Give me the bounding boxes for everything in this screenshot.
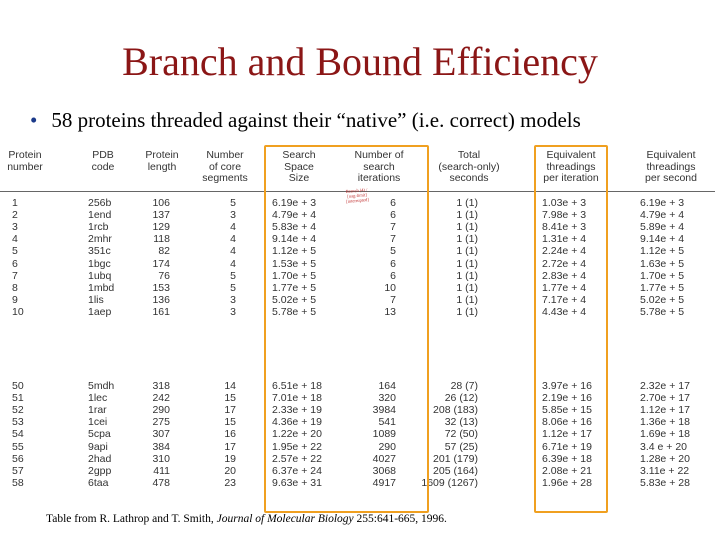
- table-cell: 174: [152, 257, 170, 270]
- header-line: Equivalent: [646, 149, 696, 161]
- table-cell: 7: [12, 269, 18, 282]
- table-cell: 52: [12, 404, 24, 417]
- table-cell: 4: [230, 233, 236, 246]
- header-line: Total: [457, 149, 481, 161]
- table-cell: 4.79e + 4: [640, 209, 685, 222]
- table-cell: 164: [378, 380, 396, 392]
- caption-journal: Journal of Molecular Biology: [216, 513, 354, 525]
- table-cell: 1.96e + 28: [542, 476, 592, 489]
- table-cell: 3068: [372, 464, 396, 477]
- table-cell: 1lec: [88, 392, 108, 405]
- table-cell: 3.11e + 22: [640, 464, 690, 477]
- table-cell: 2.33e + 19: [272, 404, 322, 417]
- table-cell: 2.83e + 4: [542, 269, 587, 282]
- table-cell: 205 (164): [433, 464, 478, 477]
- header-line: Size: [288, 172, 310, 184]
- table-cell: 26 (12): [444, 392, 478, 405]
- table-cell: 2had: [88, 452, 112, 465]
- table-cell: 1.12e + 5: [640, 245, 685, 258]
- table-cell: 1.03e + 3: [542, 197, 587, 209]
- table-cell: 2.32e + 17: [640, 380, 690, 392]
- table-cell: 137: [152, 209, 170, 222]
- table-cell: 6: [390, 209, 396, 222]
- table-cell: 106: [152, 197, 170, 209]
- table-cell: 3.97e + 16: [542, 380, 592, 392]
- header-col-7: [428, 150, 510, 185]
- table-cell: 54: [12, 428, 24, 441]
- table-caption: [46, 513, 447, 525]
- table-cell: 1ubq: [88, 269, 112, 282]
- table-cell: 1.12e + 17: [640, 404, 690, 417]
- table-cell: 23: [224, 476, 236, 489]
- table-cell: 3984: [372, 404, 396, 417]
- table-cell: 4: [230, 257, 236, 270]
- table-cell: 6.19e + 3: [272, 197, 317, 209]
- header-line: Number of: [354, 149, 404, 161]
- table-cell: 8.41e + 3: [542, 221, 587, 234]
- header-line: code: [91, 160, 115, 173]
- table-cell: 4.36e + 19: [272, 416, 322, 429]
- bullet-dot-icon: •: [30, 108, 38, 132]
- table-cell: 4: [230, 221, 236, 234]
- table-cell: 5.83e + 4: [272, 221, 317, 234]
- table-cell: 13: [384, 305, 396, 318]
- table-cell: 7: [390, 233, 396, 246]
- table-stamp: Branch (4) / [nag-limit] [interrupted]: [345, 187, 369, 204]
- table-cell: 82: [158, 245, 170, 258]
- table-cell: 129: [152, 221, 170, 234]
- table-cell: 9: [12, 293, 18, 306]
- table-cell: 2.24e + 4: [542, 245, 587, 258]
- table-cell: 5.85e + 15: [542, 404, 592, 417]
- table-cell: 201 (179): [433, 452, 478, 465]
- table-cell: 5: [390, 245, 396, 258]
- table-cell: 1.22e + 20: [272, 428, 322, 441]
- table-cell: 1609 (1267): [421, 476, 478, 489]
- table-cell: 1.69e + 18: [640, 428, 690, 441]
- table-cell: 384: [152, 440, 170, 453]
- table-cell: 1 (1): [456, 269, 478, 282]
- table-cell: 5.02e + 5: [640, 293, 685, 306]
- table-cell: 32 (13): [444, 416, 478, 429]
- table-cell: 6: [390, 197, 396, 209]
- table-cell: 6.71e + 19: [542, 440, 592, 453]
- table-cell: 15: [224, 416, 236, 429]
- table-cell: 55: [12, 440, 24, 453]
- table-cell: 9.63e + 31: [272, 476, 322, 489]
- table-cell: 16: [224, 428, 236, 441]
- header-line: Protein: [145, 149, 179, 161]
- table-cell: 478: [152, 476, 170, 489]
- table-cell: 318: [152, 380, 170, 392]
- table-cell: 6taa: [88, 476, 109, 489]
- table-cell: 4027: [372, 452, 396, 465]
- table-cell: 15: [224, 392, 236, 405]
- table-cell: 9.14e + 4: [640, 233, 685, 246]
- table-cell: 161: [152, 305, 170, 318]
- table-cell: 1.36e + 18: [640, 416, 690, 429]
- header-line: threadings: [546, 160, 596, 173]
- header-line: of core: [208, 160, 242, 173]
- header-col-1: [4, 150, 46, 173]
- header-line: length: [147, 160, 177, 173]
- table-cell: 411: [153, 464, 170, 477]
- header-line: iterations: [357, 172, 401, 184]
- table-cell: 1 (1): [456, 257, 478, 270]
- table-cell: 5: [12, 245, 18, 258]
- header-line: search: [363, 160, 395, 173]
- table-cell: 1aep: [88, 305, 112, 318]
- table-cell: 6.51e + 18: [272, 380, 322, 392]
- table-cell: 5: [230, 197, 236, 209]
- table-cell: 256b: [88, 197, 112, 209]
- table-cell: 7: [390, 221, 396, 234]
- table-cell: 51: [12, 392, 24, 405]
- table-cell: 4917: [372, 476, 396, 489]
- table-cell: 2.72e + 4: [542, 257, 587, 270]
- table-cell: 1: [12, 197, 18, 209]
- bullet-text: 58 proteins threaded against their “native” (i.e. correct) models: [51, 108, 581, 132]
- table-cell: 242: [152, 392, 170, 405]
- table-cell: 290: [378, 440, 396, 453]
- table-cell: 17: [224, 404, 236, 417]
- table-cell: 1cei: [88, 416, 108, 429]
- table-cell: 57: [12, 464, 24, 477]
- header-line: threadings: [646, 160, 696, 173]
- table-cell: 307: [152, 428, 170, 441]
- table-cell: 5.02e + 5: [272, 293, 317, 306]
- table-cell: 56: [12, 452, 24, 465]
- table-cell: 1.31e + 4: [542, 233, 587, 246]
- table-cell: 118: [153, 233, 170, 246]
- table-cell: 6.19e + 3: [640, 197, 685, 209]
- table-cell: 7.98e + 3: [542, 209, 587, 222]
- table-cell: 2mhr: [88, 233, 112, 246]
- header-line: number: [7, 160, 43, 173]
- header-line: Space: [284, 160, 314, 173]
- table-cell: 2.57e + 22: [272, 452, 322, 465]
- table-cell: 8.06e + 16: [542, 416, 592, 429]
- header-col-3: [140, 150, 184, 173]
- table-cell: 4.43e + 4: [542, 305, 587, 318]
- table-cell: 7.17e + 4: [542, 293, 587, 306]
- table-cell: 6: [390, 269, 396, 282]
- table-cell: 4: [12, 233, 18, 246]
- header-line: Number: [206, 149, 244, 161]
- table-cell: 5: [230, 269, 236, 282]
- table-cell: 3: [12, 221, 18, 234]
- table-cell: 3: [230, 305, 236, 318]
- header-line: Search: [282, 149, 316, 161]
- header-line: per iteration: [543, 172, 599, 184]
- table-cell: 136: [152, 293, 170, 306]
- table-cell: 2gpp: [88, 464, 112, 477]
- table-cell: 208 (183): [433, 404, 478, 417]
- table-cell: 290: [152, 404, 170, 417]
- header-line: Equivalent: [546, 149, 596, 161]
- table-cell: 1.95e + 22: [272, 440, 322, 453]
- table-cell: 3: [230, 209, 236, 222]
- table-cell: 10: [384, 281, 396, 294]
- table-cell: 20: [224, 464, 236, 477]
- table-cell: 1.12e + 17: [542, 428, 592, 441]
- header-line: Protein: [8, 149, 42, 161]
- table-cell: 1.53e + 5: [272, 257, 317, 270]
- table-cell: 1 (1): [456, 233, 478, 246]
- table-cell: 2: [12, 209, 18, 222]
- header-line: segments: [202, 172, 248, 184]
- table-cell: 5: [230, 281, 236, 294]
- table-cell: 320: [378, 392, 396, 405]
- table-cell: 53: [12, 416, 24, 429]
- table-cell: 19: [224, 452, 236, 465]
- table-cell: 1 (1): [456, 221, 478, 234]
- table-cell: 1 (1): [456, 209, 478, 222]
- table-cell: 2.19e + 16: [542, 392, 592, 405]
- table-cell: 58: [12, 476, 24, 489]
- header-col-4: [198, 150, 252, 185]
- table-cell: 1 (1): [456, 281, 478, 294]
- header-line: PDB: [92, 149, 114, 161]
- table-cell: 351c: [88, 245, 111, 258]
- table-cell: 14: [224, 380, 236, 392]
- table-cell: 17: [224, 440, 236, 453]
- table-cell: 1mbd: [88, 281, 115, 294]
- table-cell: 1.77e + 5: [640, 281, 685, 294]
- table-cell: 1rar: [88, 404, 107, 417]
- table-cell: 6.37e + 24: [272, 464, 322, 477]
- table-cell: 9api: [88, 440, 108, 453]
- table-cell: 1.12e + 5: [272, 245, 317, 258]
- table-cell: 3: [230, 293, 236, 306]
- table-cell: 6: [12, 257, 18, 270]
- table-cell: 9.14e + 4: [272, 233, 317, 246]
- table-cell: 72 (50): [444, 428, 478, 441]
- table-cell: 1rcb: [88, 221, 109, 234]
- table-cell: 1lis: [88, 293, 104, 306]
- table-cell: 1.63e + 5: [640, 257, 685, 270]
- table-cell: 1 (1): [456, 245, 478, 258]
- table-cell: 3.4 e + 20: [640, 440, 687, 453]
- header-line: per second: [645, 172, 697, 184]
- table-cell: 275: [152, 416, 170, 429]
- header-col-9: [636, 150, 706, 185]
- table-cell: 1end: [88, 209, 112, 222]
- table-cell: 57 (25): [444, 440, 478, 453]
- table-cell: 1 (1): [456, 197, 478, 209]
- caption-prefix: Table from R. Lathrop and T. Smith,: [46, 513, 217, 525]
- table-cell: 7.01e + 18: [272, 392, 322, 405]
- bullet-point: [30, 108, 581, 133]
- table-cell: 5.83e + 28: [640, 476, 690, 489]
- table-cell: 1.28e + 20: [640, 452, 690, 465]
- table-cell: 4.79e + 4: [272, 209, 317, 222]
- table-cell: 2.70e + 17: [640, 392, 690, 405]
- table-cell: 76: [158, 269, 170, 282]
- table-cell: 4: [230, 245, 236, 258]
- highlight-box-threadings: [534, 145, 608, 513]
- header-line: (search-only): [438, 160, 500, 173]
- table-cell: 1089: [372, 428, 396, 441]
- table-cell: 10: [12, 305, 24, 318]
- table-cell: 1bgc: [88, 257, 111, 270]
- table-cell: 5.78e + 5: [272, 305, 317, 318]
- table-cell: 8: [12, 281, 18, 294]
- table-cell: 5mdh: [88, 380, 115, 392]
- slide-title: Branch and Bound Efficiency: [122, 39, 598, 84]
- caption-suffix: 255:641-665, 1996.: [353, 513, 447, 525]
- table-cell: 1 (1): [456, 305, 478, 318]
- table-cell: 1.77e + 4: [542, 281, 587, 294]
- table-cell: 6.39e + 18: [542, 452, 592, 465]
- table-cell: 1.70e + 5: [640, 269, 685, 282]
- table-cell: 5cpa: [88, 428, 111, 441]
- table-cell: 541: [378, 416, 396, 429]
- table-cell: 50: [12, 380, 24, 392]
- table-cell: 1 (1): [456, 293, 478, 306]
- table-cell: 1.77e + 5: [272, 281, 317, 294]
- table-cell: 1.70e + 5: [272, 269, 317, 282]
- table-cell: 6: [390, 257, 396, 270]
- header-line: seconds: [449, 172, 489, 184]
- header-col-2: [82, 150, 124, 173]
- table-cell: 28 (7): [450, 380, 478, 392]
- table-cell: 7: [390, 293, 396, 306]
- table-cell: 5.78e + 5: [640, 305, 685, 318]
- table-cell: 153: [152, 281, 170, 294]
- table-cell: 310: [152, 452, 170, 465]
- table-cell: 2.08e + 21: [542, 464, 592, 477]
- table-cell: 5.89e + 4: [640, 221, 685, 234]
